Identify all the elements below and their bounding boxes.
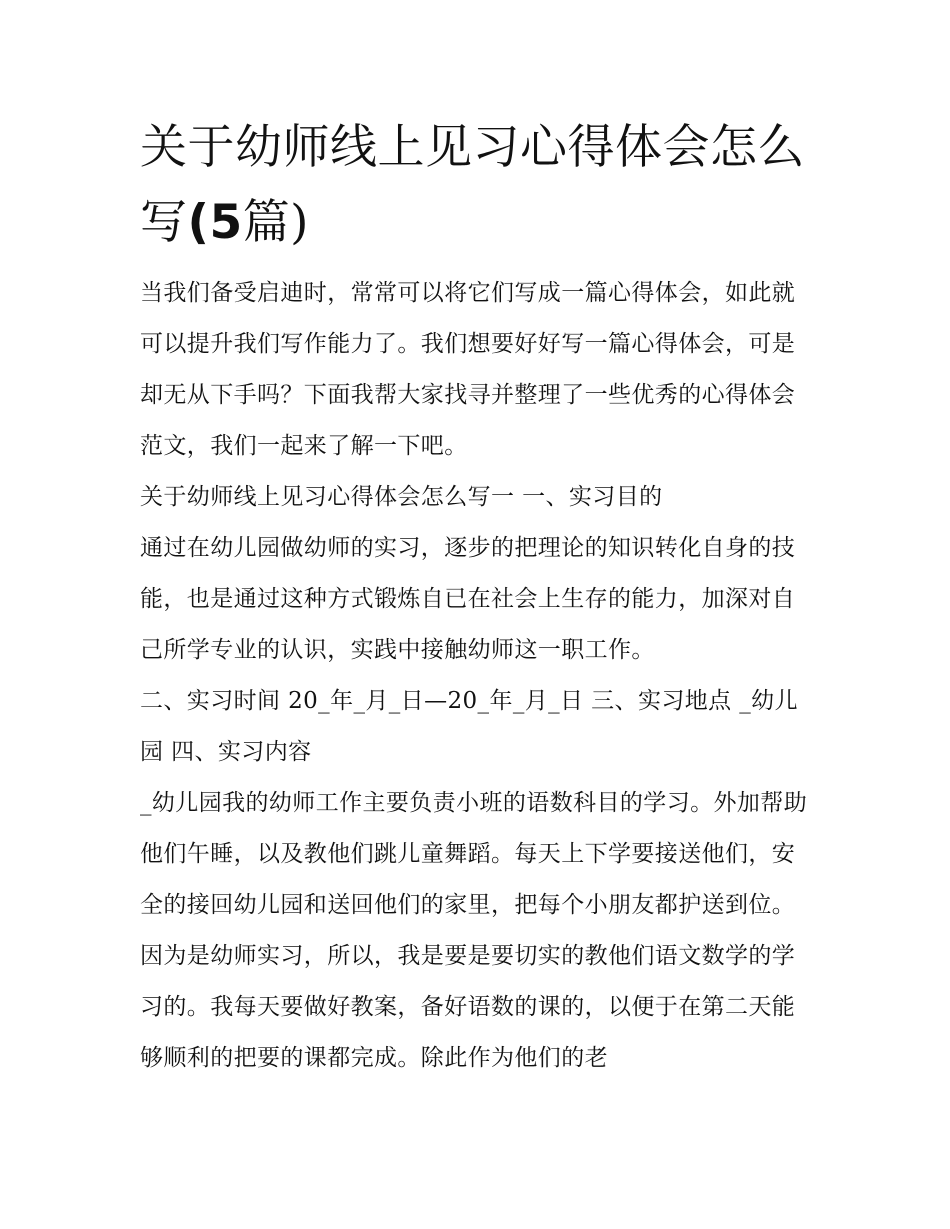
purpose-paragraph: 通过在幼儿园做幼师的实习，逐步的把理论的知识转化自身的技能，也是通过这种方式锻炼自已在社会上生存的能力，加深对自己所学专业的认识，实践中接触幼师这一职工作。 xyxy=(140,535,796,663)
title-text: 关于幼师线上见习心得体会怎么写 xyxy=(140,120,805,250)
document-title xyxy=(140,110,812,260)
section-heading: 关于幼师线上见习心得体会怎么写一 一、实习目的 xyxy=(140,484,663,510)
title-count: (5 xyxy=(187,195,243,250)
title-suffix: 篇) xyxy=(242,195,310,250)
time-place-paragraph: 二、实习时间 20_年_月_日—20_年_月_日 三、实习地点 _幼儿园 四、实习内容 xyxy=(140,688,798,765)
content-paragraph: _幼儿园我的幼师工作主要负责小班的语数科目的学习。外加帮助他们午睡，以及教他们跳儿童舞蹈。每天上下学要接送他们，安全的接回幼儿园和送回他们的家里，把每个小朋友都护送到位。因为是幼师实习，所以，我是要是要切实的教他们语文数学的学习的。我每天要做好教案，备好语数的课的，以便于在第二天能够顺利的把要的课都完成。除此作为他们的老 xyxy=(140,790,808,1071)
document-page xyxy=(140,110,812,1084)
intro-paragraph: 当我们备受启迪时，常常可以将它们写成一篇心得体会，如此就可以提升我们写作能力了。我们想要好好写一篇心得体会，可是却无从下手吗？下面我帮大家找寻并整理了一些优秀的心得体会范文，我们一起来了解一下吧。 xyxy=(140,280,796,459)
